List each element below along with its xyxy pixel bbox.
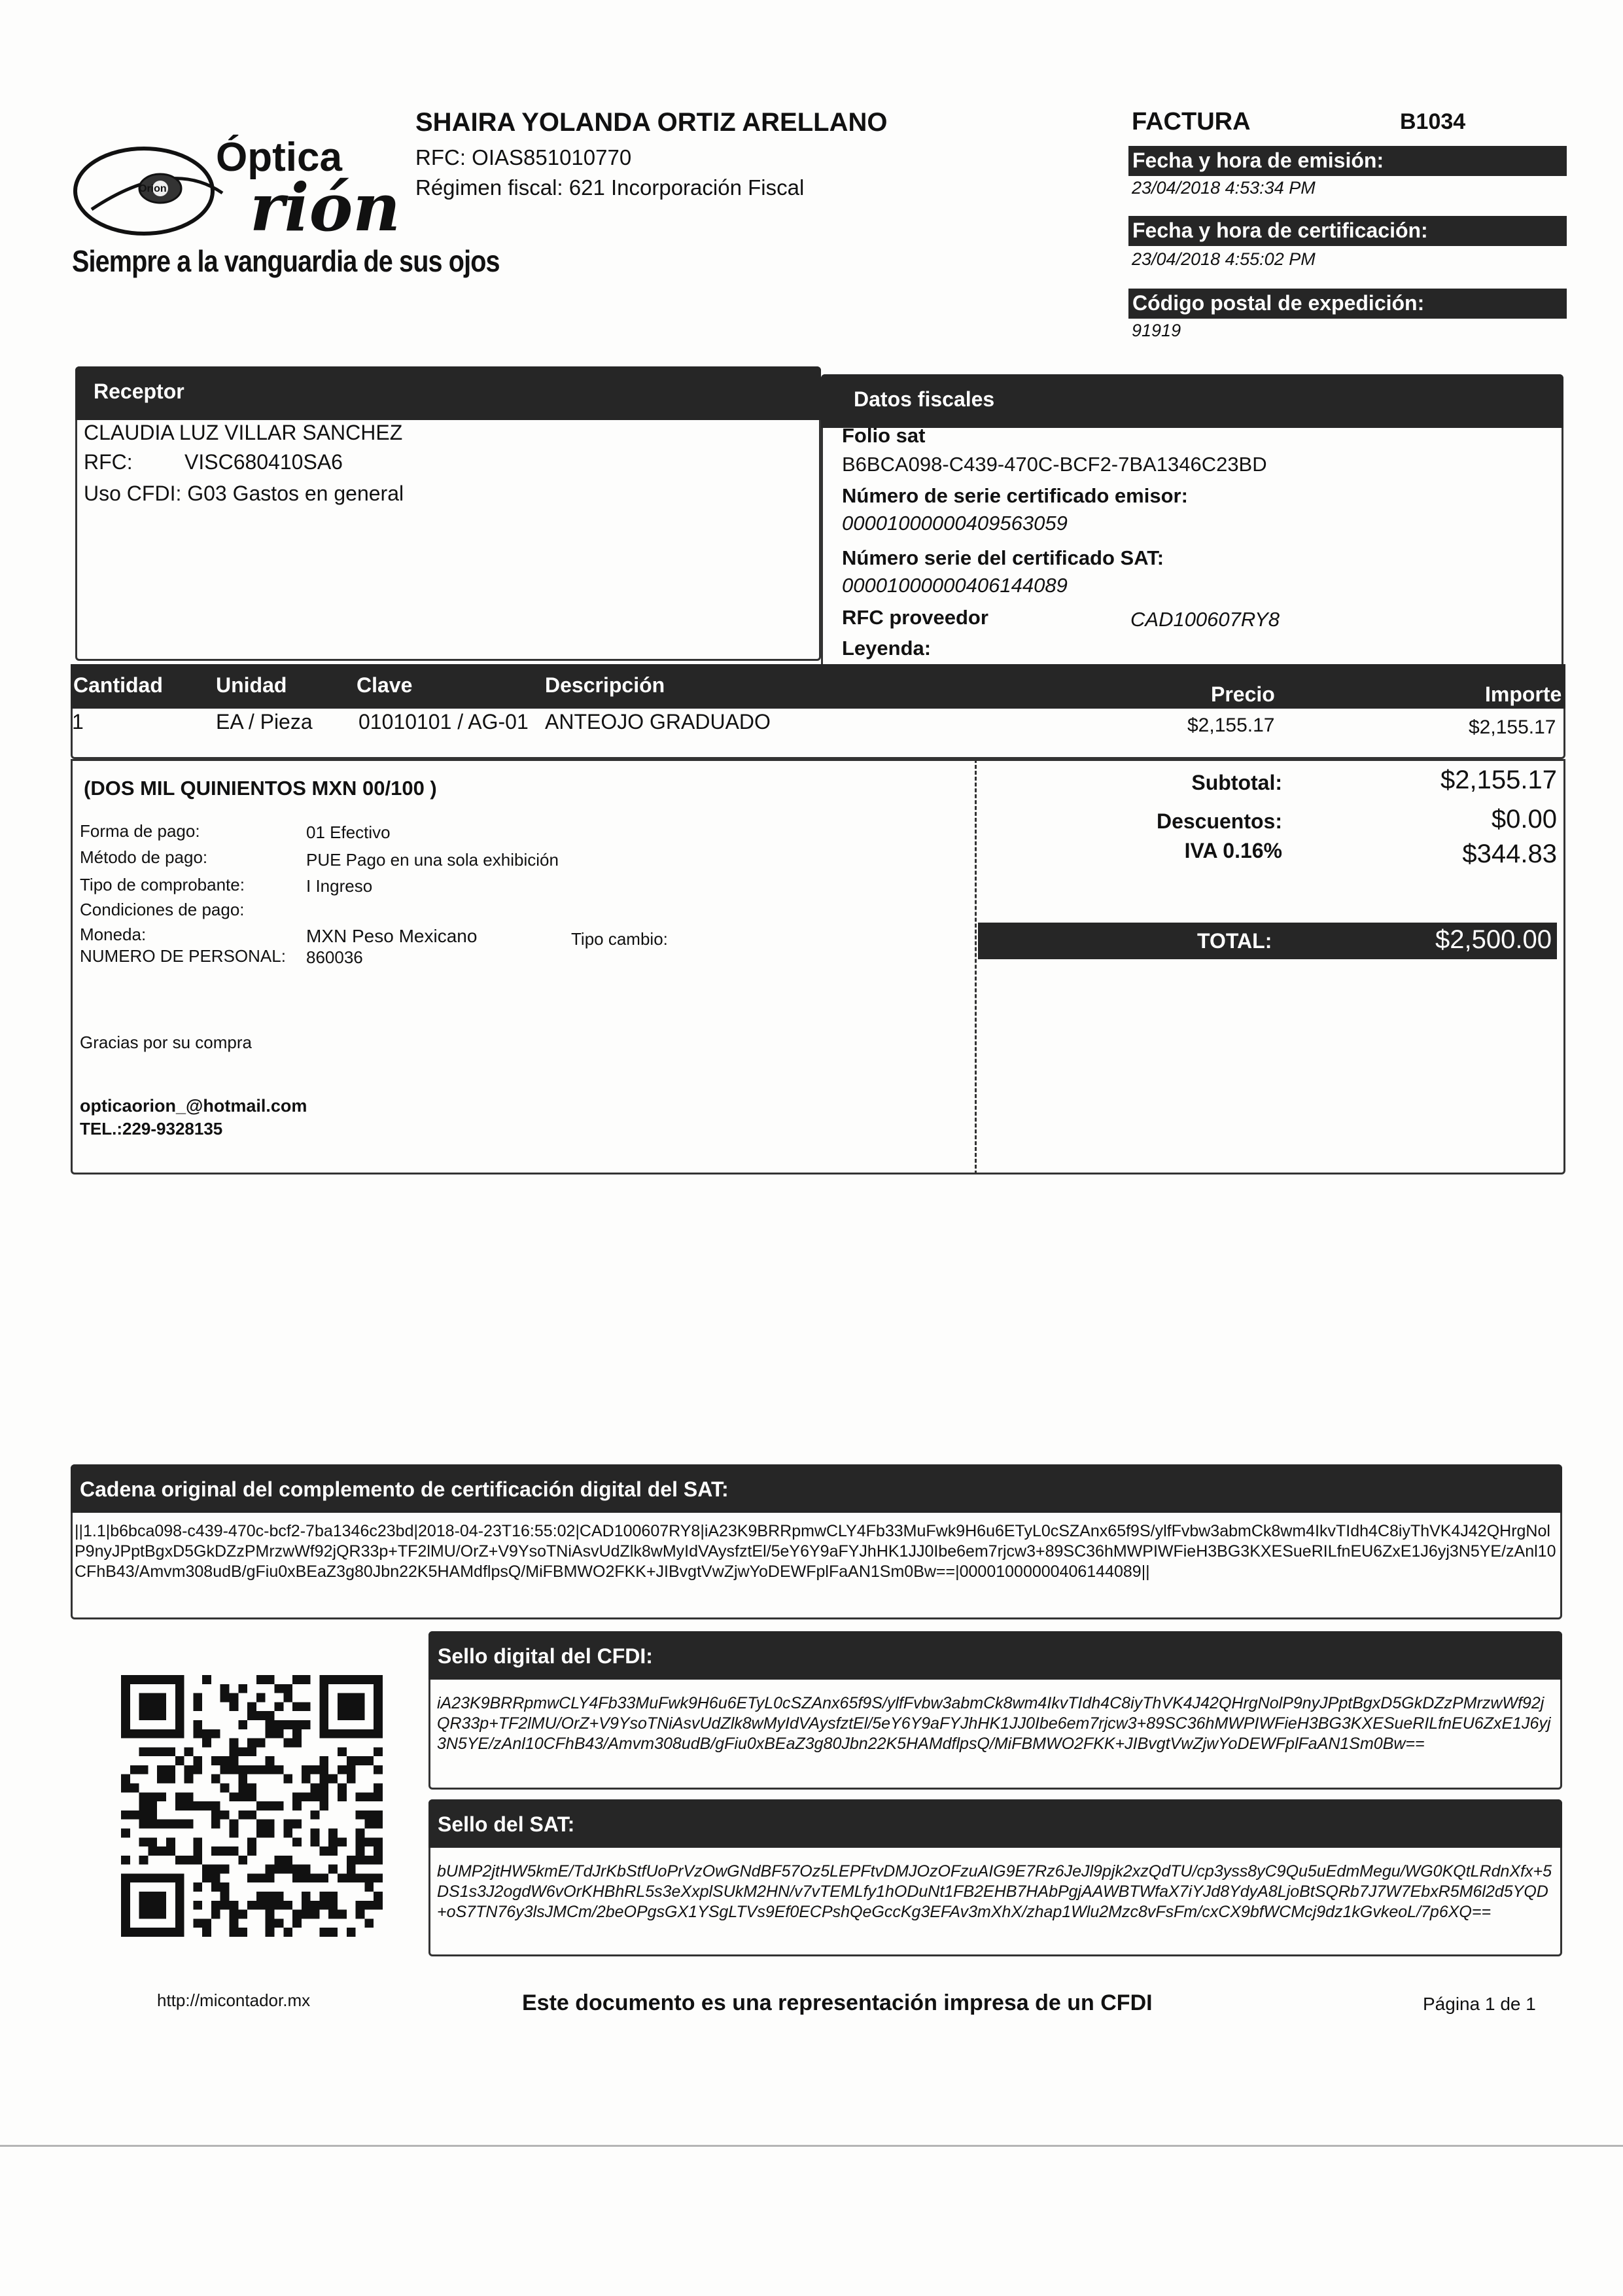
col-precio: Precio	[1211, 682, 1275, 706]
logo-tagline: Siempre a la vanguardia de sus ojos	[72, 244, 500, 278]
forma-pago-label: Forma de pago:	[80, 821, 200, 841]
certificacion-value: 23/04/2018 4:55:02 PM	[1132, 249, 1316, 269]
logo-brand-top: Óptica	[216, 135, 342, 180]
personal-value: 860036	[306, 947, 363, 967]
footer-legend: Este documento es una representación impresa de un CFDI	[522, 1990, 1153, 2015]
receptor-uso-cfdi: Uso CFDI: G03 Gastos en general	[84, 482, 404, 505]
total-label: TOTAL:	[1197, 929, 1272, 953]
sello-cfdi-text: iA23K9BRRpmwCLY4Fb33MuFwk9H6u6ETyL0cSZAnx65f9S/ylfFvbw3abmCk8wm4IkvTIdh4C8iyThVK4J42QHrgNolP9nyJPptBgxD5GkDZzPMrzwWf92jQR33p+TF2lMU/OrZ+V9YsoTNiAsvUdZlk8wMyIdVAysfztEl/5eY6Y9aFYJhHK1JJ0Ibe6em7rjcw3+89SC36hMWPIWFieH3BG3KXESueRILfnEU6ZxE1J6yj3N5YE/zAnl10CFhB43/Amvm308udB/gFiu0xBEaZ3g80Jbn22K5HAMdflpsQ/MiFBMWO2FKK+JIBvgtVwZjwYoDEWFplFaAN1Sm0Bw==	[437, 1694, 1551, 1753]
tipo-comprobante-value: I Ingreso	[306, 876, 373, 896]
qr-code-icon	[121, 1675, 383, 1937]
iva-value: $344.83	[1462, 839, 1557, 868]
item-clave: 01010101 / AG-01	[358, 710, 529, 733]
serie-sat-label: Número serie del certificado SAT:	[842, 546, 1164, 569]
col-unidad: Unidad	[216, 673, 287, 697]
rfc-proveedor-label: RFC proveedor	[842, 606, 988, 629]
item-importe: $2,155.17	[1469, 716, 1556, 738]
total-value: $2,500.00	[1435, 925, 1552, 954]
sello-sat-header: Sello del SAT:	[428, 1799, 1562, 1848]
cadena-header: Cadena original del complemento de certificación digital del SAT:	[71, 1464, 1562, 1513]
col-clave: Clave	[357, 673, 413, 697]
receptor-rfc-label: RFC:	[84, 450, 133, 474]
logo-badge: Orion	[139, 183, 167, 194]
item-cantidad: 1	[72, 710, 84, 733]
metodo-pago-label: Método de pago:	[80, 847, 208, 867]
logo-brand-main: rión	[250, 169, 401, 246]
fiscal-header: Datos fiscales	[821, 374, 1563, 428]
descuentos-value: $0.00	[1491, 805, 1557, 834]
sello-cfdi-header: Sello digital del CFDI:	[428, 1631, 1562, 1680]
cadena-text: ||1.1|b6bca098-c439-470c-bcf2-7ba1346c23bd|2018-04-23T16:55:02|CAD100607RY8|iA23K9BRRpmwCLY4Fb33MuFwk9H6u6ETyL0cSZAnx65f9S/ylfFvbw3abmCk8wm4IkvTIdh4C8iyThVK4J42QHrgNolP9nyJPptBgxD5GkDZzPMrzwWf92jQR33p+TF2lMU/OrZ+V9YsoTNiAsvUdZlk8wMyIdVAysfztEl/5eY6Y9aFYJhHK1JJ0Ibe6em7rjcw3+89SC36hMWPIWFieH3BG3KXESueRILfnEU6ZxE1J6yj3N5YE/zAnl10CFhB43/Amvm308udB/gFiu0xBEaZ3g80Jbn22K5HAMdflpsQ/MiFBMWO2FKK+JIBvgtVwZjwYoDEWFplFaAN1Sm0Bw==|00001000000406144089||	[75, 1522, 1556, 1581]
certificacion-label: Fecha y hora de certificación:	[1128, 216, 1567, 246]
iva-label: IVA 0.16%	[1184, 839, 1282, 862]
amount-words: (DOS MIL QUINIENTOS MXN 00/100 )	[84, 777, 437, 800]
moneda-value: MXN Peso Mexicano	[306, 926, 478, 946]
footer-url[interactable]: http://micontador.mx	[157, 1990, 311, 2010]
leyenda-label: Leyenda:	[842, 637, 932, 660]
page-number: Página 1 de 1	[1423, 1994, 1536, 2014]
issuer-name: SHAIRA YOLANDA ORTIZ ARELLANO	[415, 108, 888, 137]
serie-sat-value: 00001000000406144089	[842, 574, 1068, 597]
invoice-number: B1034	[1400, 109, 1466, 134]
item-unidad: EA / Pieza	[216, 710, 313, 733]
cp-value: 91919	[1132, 321, 1181, 340]
moneda-label: Moneda:	[80, 925, 147, 944]
sello-sat-text: bUMP2jtHW5kmE/TdJrKbStfUoPrVzOwGNdBF57Oz5LEPFtvDMJOzOFzuAIG9E7Rz6JeJl9pjk2xzQdTU/cp3yss8yC9Qu5uEdmMegu/WG0KQtLRdnXfx+5DS1s3J2ogdW6vOrKHBhRL5s3eXxplSUkM2HN/v7vTEMLfy1hODuNt1FB2EHB7HAbPgjAAWBTWfaX7iYJd8YdyA8LjoBtSQRb7J7W7EbxR5M6l2d5YQD+oS7TN76y3lsJMCm/2beOPgsGX1YSgLTVs9Ef0ECPshQeGccKg3EFAv3mXhX/zhap1Wlu2Mzc8vFsFm/cxCX9bfWCMcj9dz1kGvkeoL/7p6XQ==	[437, 1862, 1552, 1921]
serie-emisor-value: 00001000000409563059	[842, 512, 1068, 535]
item-descripcion: ANTEOJO GRADUADO	[545, 710, 771, 733]
subtotal-value: $2,155.17	[1440, 766, 1557, 794]
issuer-regimen: Régimen fiscal: 621 Incorporación Fiscal	[415, 175, 805, 200]
receptor-name: CLAUDIA LUZ VILLAR SANCHEZ	[84, 421, 403, 444]
section-divider	[975, 759, 977, 1174]
receptor-header: Receptor	[75, 366, 821, 420]
tipo-comprobante-label: Tipo de comprobante:	[80, 875, 245, 894]
rfc-proveedor-value: CAD100607RY8	[1130, 608, 1280, 631]
folio-value: B6BCA098-C439-470C-BCF2-7BA1346C23BD	[842, 453, 1267, 476]
receptor-rfc-value: VISC680410SA6	[184, 450, 343, 474]
tipo-cambio-label: Tipo cambio:	[571, 929, 668, 949]
emision-value: 23/04/2018 4:53:34 PM	[1132, 178, 1316, 198]
invoice-type-label: FACTURA	[1132, 108, 1251, 135]
col-importe: Importe	[1485, 682, 1562, 706]
serie-emisor-label: Número de serie certificado emisor:	[842, 484, 1188, 507]
items-header	[71, 664, 1565, 709]
scan-edge-line	[0, 2145, 1623, 2147]
thanks-text: Gracias por su compra	[80, 1033, 252, 1052]
subtotal-label: Subtotal:	[1191, 771, 1282, 794]
item-precio: $2,155.17	[1187, 715, 1275, 736]
issuer-rfc: RFC: OIAS851010770	[415, 145, 632, 169]
cp-label: Código postal de expedición:	[1128, 289, 1567, 319]
condiciones-label: Condiciones de pago:	[80, 900, 245, 919]
total-bar	[978, 923, 1557, 959]
contact-email: opticaorion_@hotmail.com	[80, 1096, 307, 1116]
emision-label: Fecha y hora de emisión:	[1128, 146, 1567, 176]
metodo-pago-value: PUE Pago en una sola exhibición	[306, 850, 559, 870]
col-cantidad: Cantidad	[73, 673, 163, 697]
forma-pago-value: 01 Efectivo	[306, 822, 391, 842]
descuentos-label: Descuentos:	[1156, 809, 1282, 833]
col-descripcion: Descripción	[545, 673, 665, 697]
personal-label: NUMERO DE PERSONAL:	[80, 946, 286, 966]
contact-phone: TEL.:229-9328135	[80, 1119, 223, 1139]
folio-label: Folio sat	[842, 424, 926, 447]
